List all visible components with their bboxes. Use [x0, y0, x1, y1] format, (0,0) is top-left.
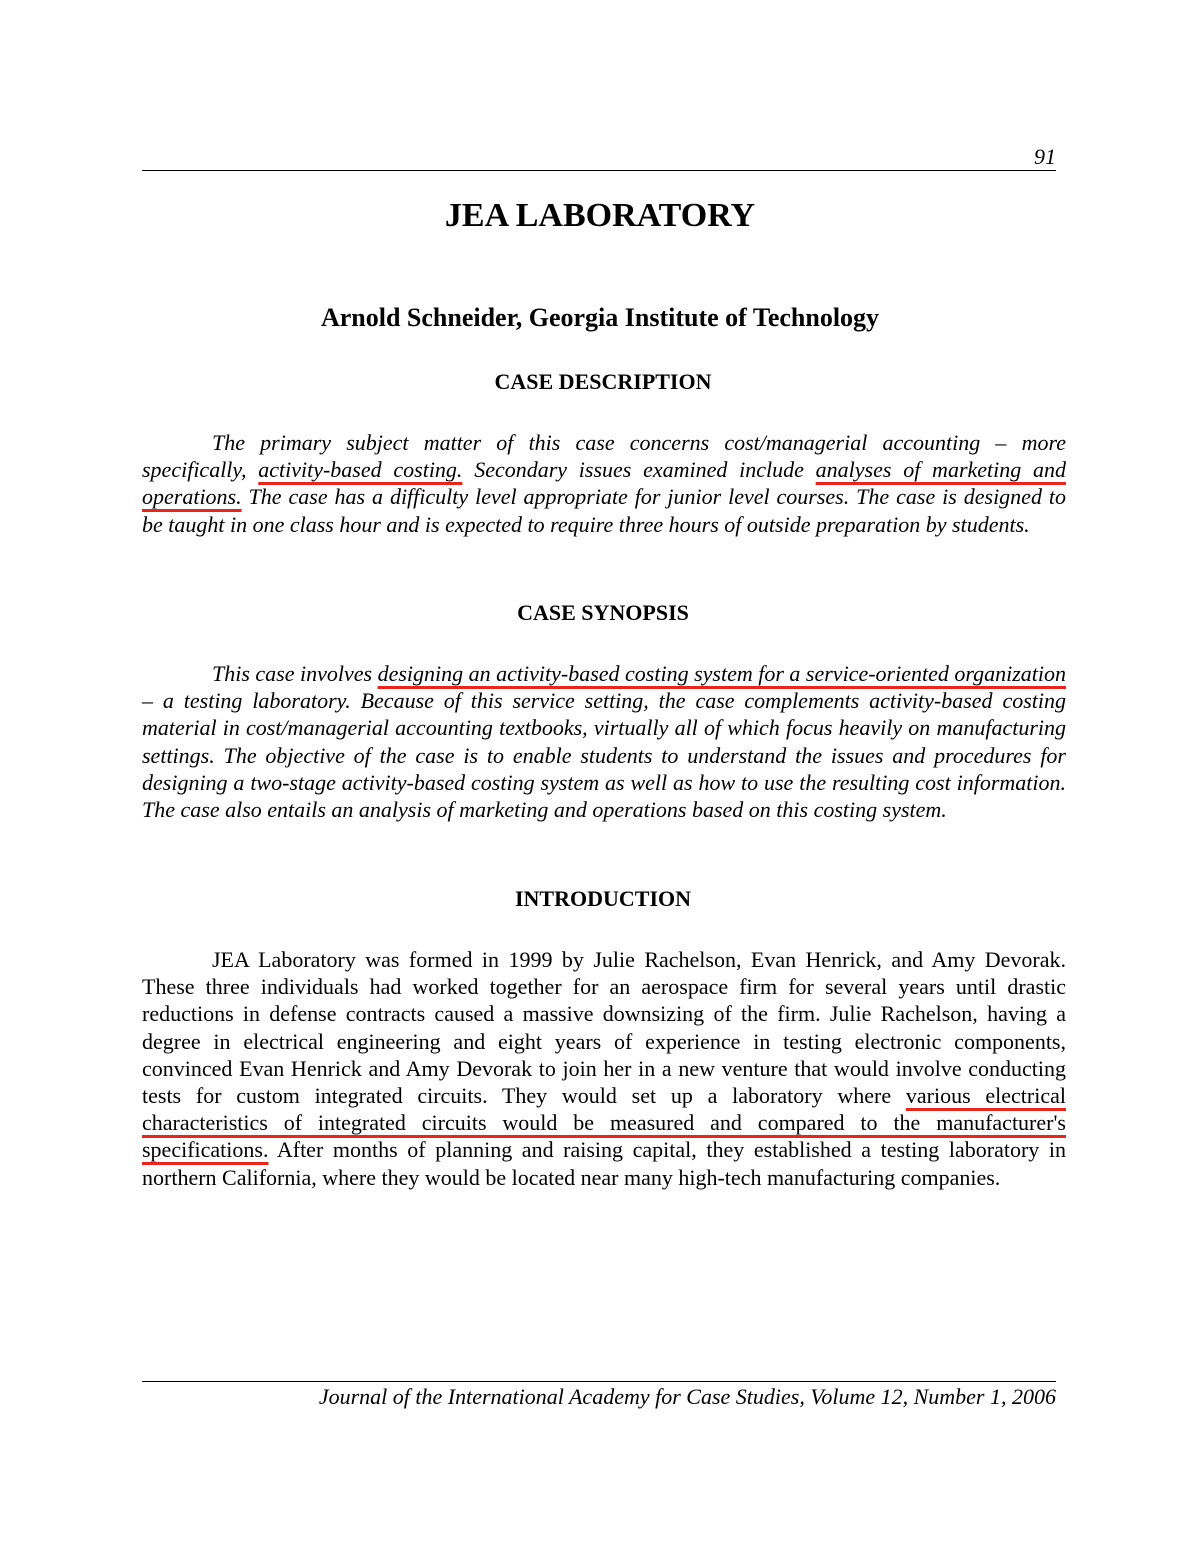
author-byline: Arnold Schneider, Georgia Institute of Technology: [320, 303, 880, 332]
case-synopsis-highlight-1: designing an activity-based costing system for a service-oriented organization: [377, 661, 1066, 686]
case-synopsis-heading: CASE SYNOPSIS: [517, 600, 689, 625]
case-description-heading: CASE DESCRIPTION: [494, 369, 712, 394]
case-synopsis-text-2: – a testing laboratory. Because of this service setting, the case complements activity-based costing material in cost/managerial accounting textbooks, virtually all of which focus heavily on manufacturing settings. The objective of the case is to enable students to understand the issues and procedures for designing a two-stage activity-based costing system as well as how to use the resulting cost information. The case also entails an analysis of marketing and operations based on this costing system.: [142, 688, 1066, 823]
page-number: 91: [1034, 144, 1056, 169]
introduction-text-1: JEA Laboratory was formed in 1999 by Julie Rachelson, Evan Henrick, and Amy Devorak. These three individuals had worked together for an aerospace firm for several years until drastic reductions in defense contracts caused a massive downsizing of the firm. Julie Rachelson, having a degree in electrical engineering and eight years of experience in testing electronic components, convinced Evan Henrick and Amy Devorak to join her in a new venture that would involve conducting tests for custom integrated circuits. They would set up a laboratory where: [142, 947, 1066, 1109]
introduction-heading: INTRODUCTION: [514, 886, 692, 911]
introduction-text-2: After months of planning and raising capital, they established a testing laboratory in northern California, where they would be located near many high-tech manufacturing companies.: [142, 1137, 1066, 1190]
article-title: JEA LABORATORY: [444, 197, 756, 234]
footer-rule: [142, 1381, 1056, 1382]
case-description-text-1: The primary subject matter of this case concerns cost/managerial accounting – more specifically,: [142, 430, 1066, 483]
case-description-text-3: The case has a difficulty level appropriate for junior level courses. The case is designed to be taught in one class hour and is expected to require three hours of outside preparation by students.: [142, 484, 1066, 537]
header-rule: [142, 170, 1056, 171]
case-description-text-2: Secondary issues examined include: [462, 457, 816, 483]
introduction-paragraph: [142, 946, 1066, 1191]
case-synopsis-paragraph: [142, 660, 1066, 823]
journal-footer: Journal of the International Academy for Case Studies, Volume 12, Number 1, 2006: [318, 1384, 1056, 1409]
introduction-highlight-1: various electrical characteristics of integrated circuits would be measured and compared to the manufacturer's specifications.: [142, 1083, 1066, 1163]
case-description-paragraph: [142, 429, 1066, 538]
case-description-highlight-2: analyses of marketing and operations.: [142, 457, 1067, 510]
case-synopsis-text-1: This case involves: [212, 661, 378, 686]
case-description-highlight-1: activity-based costing.: [258, 457, 463, 483]
